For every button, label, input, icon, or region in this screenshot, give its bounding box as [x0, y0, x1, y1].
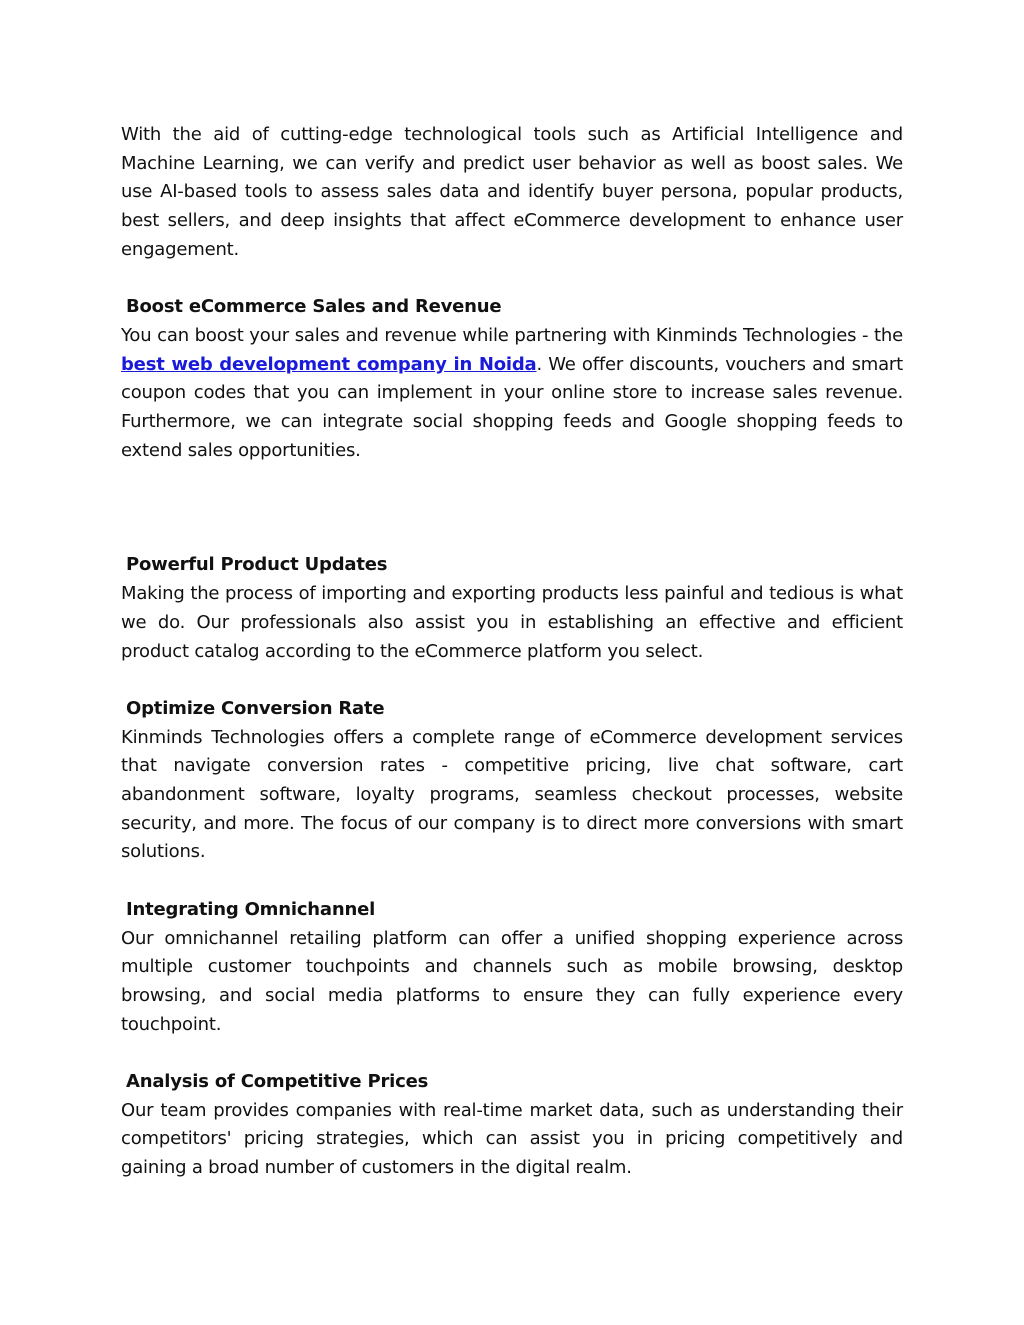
intro-paragraph: With the aid of cutting-edge technological tools such as Artificial Intelligence and Machine Learning, we can verify and predict user behavior as well as boost sales. We use AI-based tools to assess sales data and identify buyer persona, popular products, best sellers, and deep insights that affect eCommerce development to enhance user engagement. — [121, 124, 903, 260]
section-paragraph-conversion-rate: Kinminds Technologies offers a complete range of eCommerce development services that navigate conversion rates - competitive pricing, live chat software, cart abandonment software, loyalty programs, seamless checkout processes, website security, and more. The focus of our company is to direct more conversions with smart solutions. — [121, 726, 903, 863]
section-heading-conversion-rate: Optimize Conversion Rate — [126, 697, 385, 719]
section-paragraph-competitive-prices: Our team provides companies with real-time market data, such as understanding their competitors' pricing strategies, which can assist you in pricing competitively and gaining a broad number of customers in the digital realm. — [121, 1099, 903, 1179]
paragraph-text-after-link: . We offer discounts, vouchers and smart coupon codes that you can implement in your online store to increase sales revenue. Furthermore, we can integrate social shopping feeds and Google shopping feeds to extend sales opportunities. — [121, 353, 903, 461]
paragraph-text-before-link: You can boost your sales and revenue while partnering with Kinminds Technologies - the — [121, 324, 903, 346]
spacer — [121, 465, 903, 551]
spacer — [121, 265, 903, 294]
section-paragraph-omnichannel: Our omnichannel retailing platform can offer a unified shopping experience across multiple customer touchpoints and channels such as mobile browsing, desktop browsing, and social media platforms to ensure they can fully experience every touchpoint. — [121, 927, 903, 1035]
section-heading-boost-sales: Boost eCommerce Sales and Revenue — [126, 296, 502, 318]
section-paragraph-product-updates: Making the process of importing and exporting products less painful and tedious is what we do. Our professionals also assist you in establishing an effective and efficient product catalog according to the eCommerce platform you select. — [121, 583, 903, 662]
spacer — [121, 666, 903, 695]
section-heading-competitive-prices: Analysis of Competitive Prices — [126, 1071, 429, 1093]
section-heading-product-updates: Powerful Product Updates — [126, 554, 388, 576]
section-paragraph-boost-sales — [121, 322, 903, 466]
spacer — [121, 867, 903, 896]
section-heading-omnichannel: Integrating Omnichannel — [126, 898, 376, 920]
web-development-company-link[interactable]: best web development company in Noida — [121, 353, 537, 375]
spacer — [121, 1039, 903, 1068]
document-page — [121, 121, 903, 1183]
